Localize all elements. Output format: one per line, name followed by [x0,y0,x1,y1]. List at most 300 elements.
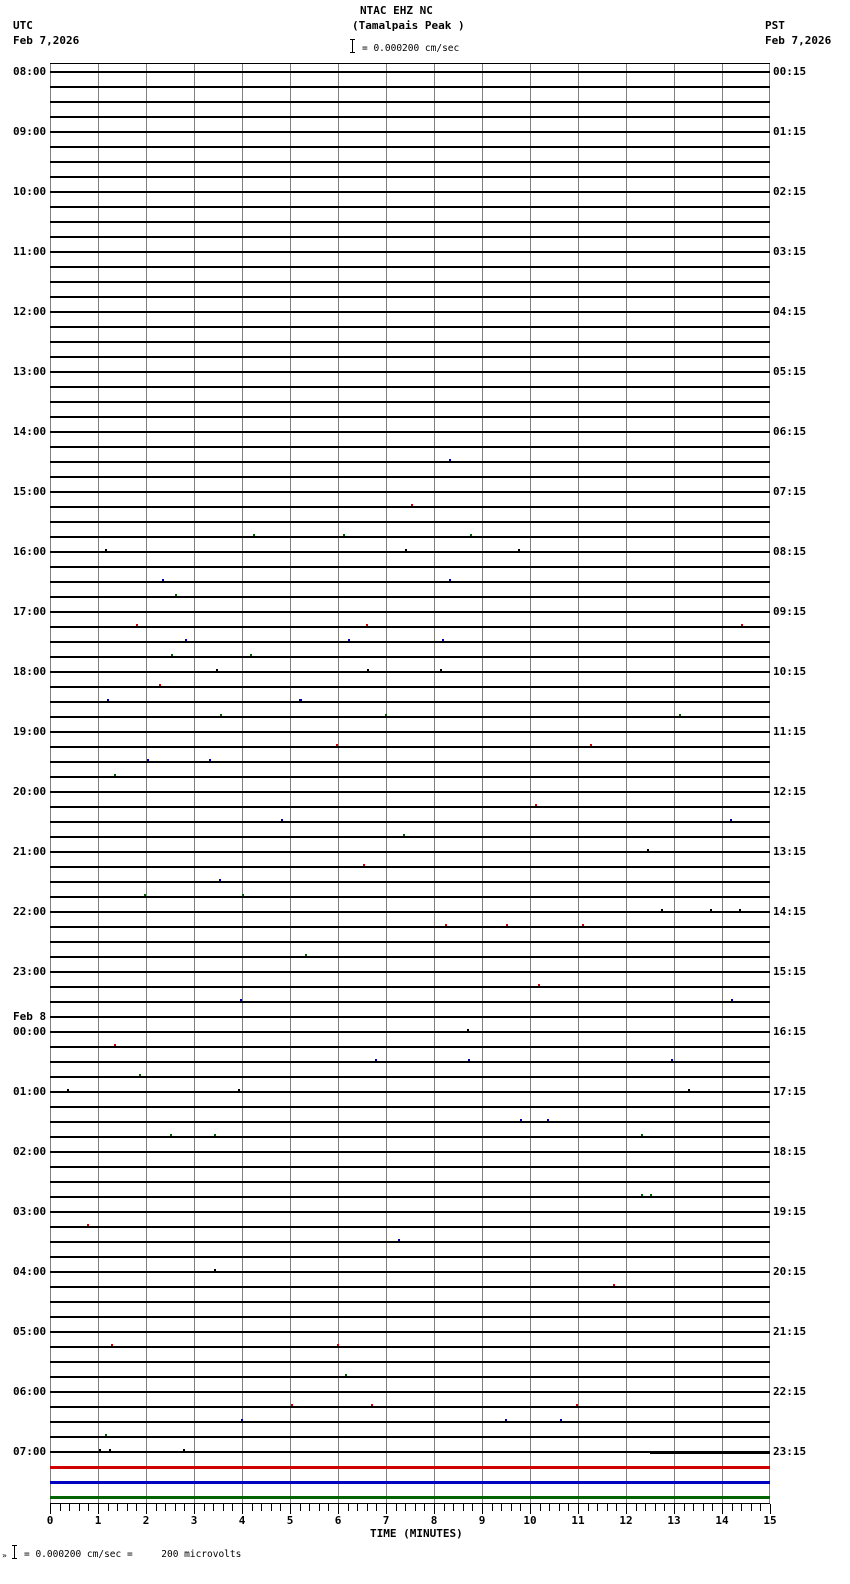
grid-line [146,64,147,1504]
x-tick-label: 13 [667,1514,681,1527]
x-tick [568,1504,569,1511]
trace-line [50,191,770,193]
trace-line [50,911,770,913]
trace-line [50,1271,770,1273]
trace-line [50,341,770,343]
trace-line [50,1076,770,1078]
trace-spike [688,1089,690,1091]
trace-line [50,371,770,373]
pst-hour-label: 10:15 [773,665,807,678]
trace-spike [147,759,149,761]
trace-line [50,1466,770,1469]
trace-line [50,461,770,463]
trace-line [50,1211,770,1213]
trace-spike [671,1059,673,1061]
pst-hour-label: 20:15 [773,1265,807,1278]
trace-line [50,206,770,208]
grid-line [578,64,579,1504]
grid-line [434,64,435,1504]
x-tick [117,1504,118,1511]
trace-line [50,641,770,643]
x-tick [712,1504,713,1511]
utc-hour-label: 09:00 [13,125,47,138]
trace-spike [114,1044,116,1046]
trace-line [50,776,770,778]
x-tick-label: 6 [334,1514,342,1527]
trace-spike [710,909,712,911]
trace-line [50,161,770,163]
trace-spike [470,534,472,536]
left-timezone: UTC [13,19,33,32]
x-tick [501,1504,502,1511]
x-tick [684,1504,685,1511]
utc-hour-label: 01:00 [13,1085,47,1098]
trace-spike [105,549,107,551]
trace-line [50,1406,770,1408]
trace-spike [241,1419,243,1421]
x-tick [252,1504,253,1511]
x-tick [184,1504,185,1511]
trace-spike [337,1344,339,1346]
trace-segment [650,1451,770,1454]
x-tick [280,1504,281,1511]
trace-spike [506,924,508,926]
trace-line [50,1421,770,1423]
pst-hour-label: 16:15 [773,1025,807,1038]
x-axis-label: TIME (MINUTES) [370,1527,463,1540]
utc-hour-label: 18:00 [13,665,47,678]
x-tick [607,1504,608,1511]
trace-spike [647,849,649,851]
trace-line [50,1016,770,1018]
trace-line [50,761,770,763]
trace-line [50,251,770,253]
trace-line [50,1151,770,1153]
trace-line [50,671,770,673]
x-tick [338,1504,339,1514]
x-tick [376,1504,377,1511]
trace-line [50,236,770,238]
scale-bar-icon [352,39,353,53]
x-tick [386,1504,387,1514]
scale-legend: = 0.000200 cm/sec = 200 microvolts [24,1549,242,1560]
trace-spike [136,624,138,626]
date-change-label: Feb 8 [13,1010,47,1023]
trace-spike [305,954,307,956]
x-tick [271,1504,272,1511]
grid-line [626,64,627,1504]
x-tick-label: 15 [763,1514,777,1527]
trace-spike [560,1419,562,1421]
trace-spike [371,1404,373,1406]
trace-spike [114,774,116,776]
x-tick [492,1504,493,1511]
trace-line [50,686,770,688]
pst-hour-label: 21:15 [773,1325,807,1338]
trace-spike [730,819,732,821]
utc-hour-label: 21:00 [13,845,47,858]
trace-spike [291,1404,293,1406]
pst-hour-label: 14:15 [773,905,807,918]
trace-spike [505,1419,507,1421]
trace-spike [535,804,537,806]
x-tick [213,1504,214,1511]
trace-line [50,896,770,898]
trace-line [50,101,770,103]
trace-spike [216,669,218,671]
x-tick-label: 14 [715,1514,729,1527]
trace-line [50,806,770,808]
x-tick-label: 2 [142,1514,150,1527]
trace-line [50,656,770,658]
trace-line [50,866,770,868]
x-tick [127,1504,128,1511]
trace-line [50,971,770,973]
x-tick [597,1504,598,1511]
x-tick [348,1504,349,1511]
trace-line [50,281,770,283]
x-tick [50,1504,51,1514]
trace-spike [613,1284,615,1286]
trace-line [50,1061,770,1063]
trace-spike [144,894,146,896]
x-tick [415,1504,416,1511]
trace-line [50,416,770,418]
pst-hour-label: 08:15 [773,545,807,558]
trace-spike [219,879,221,881]
trace-line [50,551,770,553]
trace-spike [343,534,345,536]
x-tick [309,1504,310,1511]
trace-spike [366,624,368,626]
x-tick [194,1504,195,1514]
x-tick [636,1504,637,1511]
x-tick [616,1504,617,1511]
trace-spike [538,984,540,986]
trace-line [50,506,770,508]
x-tick [357,1504,358,1511]
trace-line [50,1091,770,1093]
pst-hour-label: 07:15 [773,485,807,498]
x-tick [722,1504,723,1514]
trace-spike [403,834,405,836]
x-tick-label: 4 [238,1514,246,1527]
trace-line [50,1106,770,1108]
trace-spike [99,1449,101,1451]
utc-hour-label: 06:00 [13,1385,47,1398]
x-tick-label: 12 [619,1514,633,1527]
trace-line [50,1241,770,1243]
trace-spike [87,1224,89,1226]
x-tick-label: 0 [46,1514,54,1527]
trace-line [50,926,770,928]
trace-line [50,1361,770,1363]
trace-spike [590,744,592,746]
x-tick [472,1504,473,1511]
pst-hour-label: 11:15 [773,725,807,738]
x-tick [482,1504,483,1514]
grid-line [482,64,483,1504]
plot-top-border [50,63,770,64]
trace-spike [183,1449,185,1451]
trace-line [50,941,770,943]
trace-line [50,986,770,988]
trace-spike [238,1089,240,1091]
trace-spike [363,864,365,866]
trace-line [50,716,770,718]
utc-hour-label: 20:00 [13,785,47,798]
utc-hour-label: 22:00 [13,905,47,918]
trace-spike [375,1059,377,1061]
trace-line [50,1256,770,1258]
x-tick [559,1504,560,1511]
trace-spike [650,1194,652,1196]
trace-spike [175,594,177,596]
trace-line [50,1331,770,1333]
trace-line [50,386,770,388]
right-timezone: PST [765,19,785,32]
trace-spike [139,1074,141,1076]
utc-hour-label: 07:00 [13,1445,47,1458]
trace-spike [440,669,442,671]
trace-spike [159,684,161,686]
x-tick-label: 3 [190,1514,198,1527]
trace-spike [171,654,173,656]
pst-hour-label: 22:15 [773,1385,807,1398]
trace-line [50,221,770,223]
grid-line [242,64,243,1504]
trace-spike [185,639,187,641]
trace-line [50,131,770,133]
legend-mark: » [2,1551,7,1560]
trace-line [50,311,770,313]
trace-line [50,71,770,73]
trace-line [50,791,770,793]
trace-spike [741,624,743,626]
trace-spike [739,909,741,911]
x-tick-label: 9 [478,1514,486,1527]
trace-spike [253,534,255,536]
trace-spike [170,1134,172,1136]
trace-spike [405,549,407,551]
trace-line [50,1316,770,1318]
utc-hour-label: 17:00 [13,605,47,618]
trace-spike [467,1029,469,1031]
x-tick [741,1504,742,1511]
trace-spike [661,909,663,911]
station-title: NTAC EHZ NC [360,4,433,17]
x-tick [645,1504,646,1511]
trace-line [50,86,770,88]
trace-line [50,611,770,613]
trace-spike [445,924,447,926]
pst-hour-label: 19:15 [773,1205,807,1218]
x-tick-label: 10 [523,1514,537,1527]
pst-hour-label: 23:15 [773,1445,807,1458]
trace-spike [336,744,338,746]
x-tick [367,1504,368,1511]
x-tick-label: 11 [571,1514,585,1527]
trace-line [50,1181,770,1183]
trace-line [50,581,770,583]
trace-spike [209,759,211,761]
pst-hour-label: 01:15 [773,125,807,138]
grid-line [674,64,675,1504]
pst-hour-label: 12:15 [773,785,807,798]
utc-hour-label: 11:00 [13,245,47,258]
x-tick [146,1504,147,1514]
trace-spike [449,579,451,581]
trace-spike [242,894,244,896]
trace-line [50,566,770,568]
trace-line [50,431,770,433]
x-tick [204,1504,205,1511]
trace-line [50,1376,770,1378]
x-tick [664,1504,665,1511]
trace-spike [518,549,520,551]
x-tick [540,1504,541,1511]
x-tick [674,1504,675,1514]
x-tick [175,1504,176,1511]
utc-hour-label: 14:00 [13,425,47,438]
pst-hour-label: 04:15 [773,305,807,318]
trace-line [50,881,770,883]
trace-spike [107,699,109,701]
trace-spike [281,819,283,821]
trace-line [50,521,770,523]
trace-line [50,1046,770,1048]
utc-hour-label: 10:00 [13,185,47,198]
utc-hour-label: 19:00 [13,725,47,738]
trace-line [50,1481,770,1484]
trace-spike [641,1134,643,1136]
trace-spike [547,1119,549,1121]
x-tick [300,1504,301,1511]
grid-line [194,64,195,1504]
x-tick [136,1504,137,1511]
trace-line [50,956,770,958]
trace-line [50,626,770,628]
utc-hour-label: 08:00 [13,65,47,78]
x-tick [760,1504,761,1511]
x-tick [396,1504,397,1511]
trace-spike [520,1119,522,1121]
trace-line [50,731,770,733]
pst-hour-label: 06:15 [773,425,807,438]
x-tick [328,1504,329,1511]
x-tick [69,1504,70,1511]
trace-spike [220,714,222,716]
trace-spike [679,714,681,716]
x-tick-label: 8 [430,1514,438,1527]
trace-line [50,401,770,403]
trace-spike [367,669,369,671]
x-tick [232,1504,233,1511]
x-tick [444,1504,445,1511]
x-tick [520,1504,521,1511]
trace-line [50,596,770,598]
right-date: Feb 7,2026 [765,34,832,47]
x-axis-line [50,1503,770,1504]
trace-spike [250,654,252,656]
trace-line [50,491,770,493]
trace-spike [468,1059,470,1061]
x-tick [770,1504,771,1514]
trace-line [50,1286,770,1288]
trace-line [50,1391,770,1393]
trace-line [50,851,770,853]
x-tick [79,1504,80,1511]
utc-hour-label: 03:00 [13,1205,47,1218]
trace-line [50,536,770,538]
grid-line [290,64,291,1504]
pst-hour-label: 13:15 [773,845,807,858]
pst-hour-label: 15:15 [773,965,807,978]
trace-spike [385,714,387,716]
trace-line [50,821,770,823]
x-tick [60,1504,61,1511]
trace-line [50,1031,770,1033]
pst-hour-label: 09:15 [773,605,807,618]
trace-spike [576,1404,578,1406]
trace-line [50,326,770,328]
trace-line [50,1496,770,1499]
utc-hour-label: 04:00 [13,1265,47,1278]
pst-hour-label: 05:15 [773,365,807,378]
scale-text: = 0.000200 cm/sec [362,43,460,54]
x-tick [223,1504,224,1511]
trace-spike [348,639,350,641]
trace-line [50,446,770,448]
x-tick [261,1504,262,1511]
trace-spike [111,1344,113,1346]
pst-hour-label: 03:15 [773,245,807,258]
x-tick [578,1504,579,1514]
x-tick-label: 5 [286,1514,294,1527]
x-tick [108,1504,109,1511]
trace-line [50,1136,770,1138]
trace-spike [582,924,584,926]
trace-spike [162,579,164,581]
trace-spike [214,1269,216,1271]
x-tick-label: 7 [382,1514,390,1527]
trace-line [50,146,770,148]
grid-line [722,64,723,1504]
x-tick [424,1504,425,1511]
legend-scale-bar-icon [14,1545,15,1559]
x-tick [319,1504,320,1511]
trace-line [50,176,770,178]
trace-spike [240,999,242,1001]
x-tick [453,1504,454,1511]
x-tick [549,1504,550,1511]
x-tick [693,1504,694,1511]
pst-hour-label: 17:15 [773,1085,807,1098]
utc-hour-label: 02:00 [13,1145,47,1158]
trace-line [50,296,770,298]
utc-hour-label: 00:00 [13,1025,47,1038]
pst-hour-label: 00:15 [773,65,807,78]
trace-line [50,266,770,268]
utc-hour-label: 05:00 [13,1325,47,1338]
trace-spike [411,504,413,506]
trace-line [50,1301,770,1303]
x-tick [156,1504,157,1511]
x-tick [751,1504,752,1511]
trace-line [50,836,770,838]
trace-spike [731,999,733,1001]
x-tick [242,1504,243,1514]
